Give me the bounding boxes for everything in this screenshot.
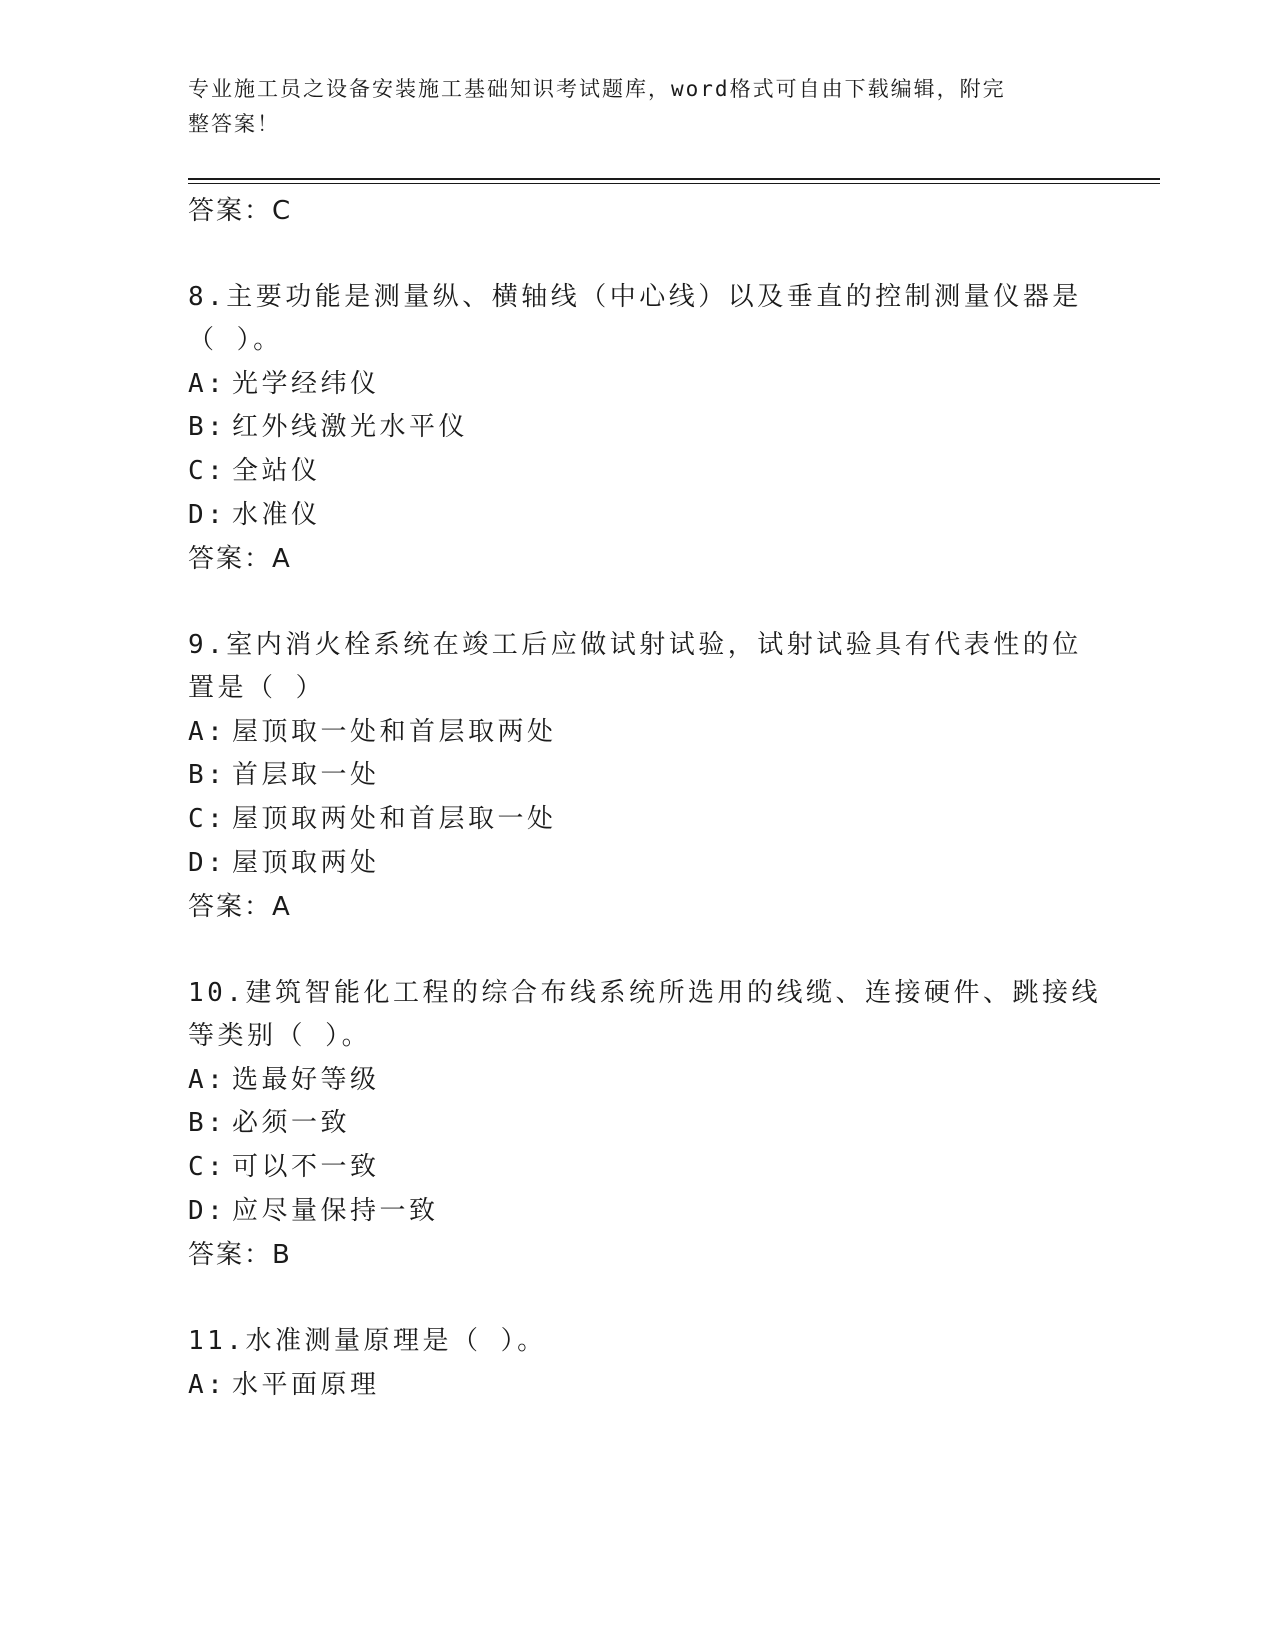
question-10-option-d — [188, 1190, 439, 1227]
option-text: 首层取一处 — [232, 760, 380, 790]
question-8-stem-line-1: 8.主要功能是测量纵、横轴线（中心线）以及垂直的控制测量仪器是 — [188, 282, 1082, 312]
header-divider-thin — [188, 183, 1160, 184]
option-text: 必须一致 — [232, 1108, 351, 1138]
option-letter: B: — [188, 1108, 227, 1138]
option-letter: D: — [188, 1196, 227, 1226]
header-line-2: 整答案！ — [188, 112, 280, 136]
option-letter: A: — [188, 369, 227, 399]
option-letter: C: — [188, 1152, 227, 1182]
option-text: 可以不一致 — [232, 1152, 380, 1182]
page-header — [188, 72, 1088, 142]
question-10-option-a — [188, 1059, 380, 1096]
option-text: 水准仪 — [232, 500, 321, 530]
question-9-stem-line-1: 9.室内消火栓系统在竣工后应做试射试验，试射试验具有代表性的位 — [188, 630, 1082, 660]
header-line-1: 专业施工员之设备安装施工基础知识考试题库，word格式可自由下载编辑，附完 — [188, 77, 1006, 101]
option-letter: C: — [188, 804, 227, 834]
option-letter: A: — [188, 1370, 227, 1400]
option-letter: A: — [188, 1065, 227, 1095]
option-text: 屋顶取两处 — [232, 848, 380, 878]
question-8-answer: 答案：A — [188, 544, 292, 574]
option-text: 水平面原理 — [232, 1370, 380, 1400]
question-10-answer: 答案：B — [188, 1240, 292, 1270]
question-9-option-b — [188, 754, 380, 791]
option-text: 屋顶取一处和首层取两处 — [232, 717, 557, 747]
option-text: 选最好等级 — [232, 1065, 380, 1095]
question-9-answer: 答案：A — [188, 892, 292, 922]
question-8-option-a — [188, 363, 380, 400]
question-9-option-a — [188, 711, 557, 748]
question-8-option-b — [188, 406, 468, 443]
question-8-option-d — [188, 494, 321, 531]
question-9-option-d — [188, 842, 380, 879]
question-9-option-c — [188, 798, 557, 835]
option-letter: B: — [188, 412, 227, 442]
question-9-stem-line-2: 置是（ ） — [188, 673, 326, 703]
question-11-option-a — [188, 1364, 380, 1401]
question-11-stem-line-1: 11.水准测量原理是（ ）。 — [188, 1326, 547, 1356]
option-letter: C: — [188, 456, 227, 486]
option-letter: A: — [188, 717, 227, 747]
option-text: 红外线激光水平仪 — [232, 412, 469, 442]
option-letter: D: — [188, 848, 227, 878]
question-10-option-c — [188, 1146, 380, 1183]
option-text: 全站仪 — [232, 456, 321, 486]
question-10-stem-line-2: 等类别（ ）。 — [188, 1021, 372, 1051]
question-10-option-b — [188, 1102, 350, 1139]
option-text: 光学经纬仪 — [232, 369, 380, 399]
option-text: 应尽量保持一致 — [232, 1196, 439, 1226]
question-10-stem-line-1: 10.建筑智能化工程的综合布线系统所选用的线缆、连接硬件、跳接线 — [188, 978, 1101, 1008]
option-letter: B: — [188, 760, 227, 790]
previous-answer: 答案：C — [188, 196, 293, 226]
header-divider-thick — [188, 178, 1160, 180]
question-8-stem-line-2: （ ）。 — [188, 325, 283, 355]
option-letter: D: — [188, 500, 227, 530]
question-8-option-c — [188, 450, 321, 487]
option-text: 屋顶取两处和首层取一处 — [232, 804, 557, 834]
